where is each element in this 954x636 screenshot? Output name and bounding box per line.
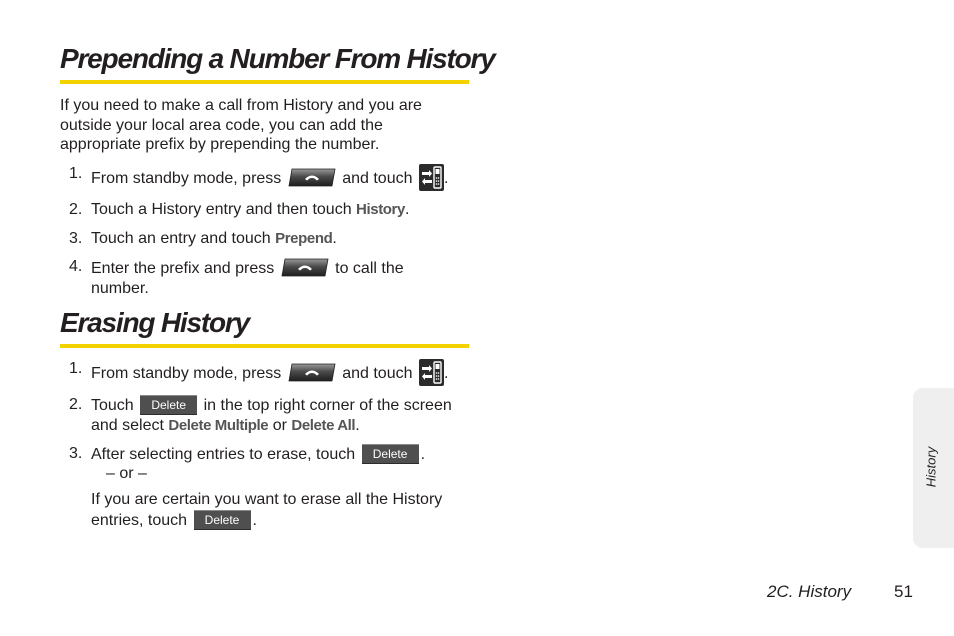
- delete-multiple-label: Delete Multiple: [168, 416, 269, 434]
- delete-all-label: Delete All: [291, 416, 356, 434]
- history-icon: [419, 164, 444, 191]
- step-text: .: [355, 416, 360, 434]
- step-item: [60, 359, 470, 386]
- step-number: 4.: [69, 258, 83, 275]
- page-number: 51: [894, 582, 913, 601]
- step-text: Touch an entry and touch: [91, 229, 271, 247]
- step-text: .: [420, 446, 426, 463]
- step-item: [60, 444, 470, 465]
- history-icon: [419, 359, 444, 386]
- step-text: From standby mode, press: [91, 365, 282, 382]
- delete-button[interactable]: Delete: [140, 395, 197, 415]
- section-title-erasing: Erasing History: [60, 307, 249, 338]
- side-tab-label: History: [923, 446, 939, 488]
- alt-text: .: [252, 511, 257, 529]
- step-number: 1.: [69, 360, 83, 377]
- delete-button[interactable]: Delete: [362, 444, 419, 464]
- step-text: Touch: [91, 397, 134, 414]
- step-text: .: [332, 229, 337, 247]
- delete-button[interactable]: Delete: [194, 510, 251, 530]
- step-text: .: [443, 365, 449, 382]
- alt-text: If you are certain you want to erase all the History entries, touch: [91, 491, 443, 529]
- alternative-instruction: [91, 490, 471, 530]
- step-text: Enter the prefix and press: [91, 260, 275, 277]
- step-item: [60, 164, 470, 191]
- intro-paragraph: If you need to make a call from History and you are outside your local area code, you can add the appropriate prefix by prepending the number.: [60, 97, 422, 153]
- section-title-prepending: Prepending a Number From History: [60, 43, 495, 74]
- step-number: 2.: [69, 201, 83, 218]
- prepend-steps: [60, 164, 470, 298]
- step-number: 2.: [69, 396, 83, 413]
- step-number: 3.: [69, 445, 83, 462]
- prepend-menu-label: Prepend: [275, 229, 333, 247]
- erase-steps: [60, 359, 470, 465]
- step-text: to call the number.: [91, 260, 404, 297]
- step-text: After selecting entries to erase, touch: [91, 446, 356, 463]
- step-text: Touch a History entry and then touch: [91, 201, 352, 218]
- phone-handset-icon: [281, 257, 329, 277]
- step-text: and touch: [342, 365, 413, 382]
- title-rule: [60, 80, 469, 84]
- step-item: [60, 229, 470, 249]
- step-text: .: [404, 201, 410, 218]
- step-text: or: [272, 416, 287, 434]
- step-number: 1.: [69, 165, 83, 182]
- step-text: in the top right corner of the screen and select: [91, 397, 452, 434]
- step-item: [60, 395, 470, 435]
- step-item: [60, 200, 470, 220]
- step-text: and touch: [342, 170, 413, 187]
- title-rule: [60, 344, 469, 348]
- phone-handset-icon: [288, 362, 336, 382]
- step-number: 3.: [69, 229, 83, 247]
- step-item: [60, 257, 451, 298]
- history-menu-label: History: [356, 201, 405, 218]
- step-text: .: [443, 170, 449, 187]
- phone-handset-icon: [288, 167, 336, 187]
- or-separator: – or –: [106, 465, 147, 482]
- step-text: From standby mode, press: [91, 170, 282, 187]
- footer-section-name: 2C. History: [767, 582, 852, 601]
